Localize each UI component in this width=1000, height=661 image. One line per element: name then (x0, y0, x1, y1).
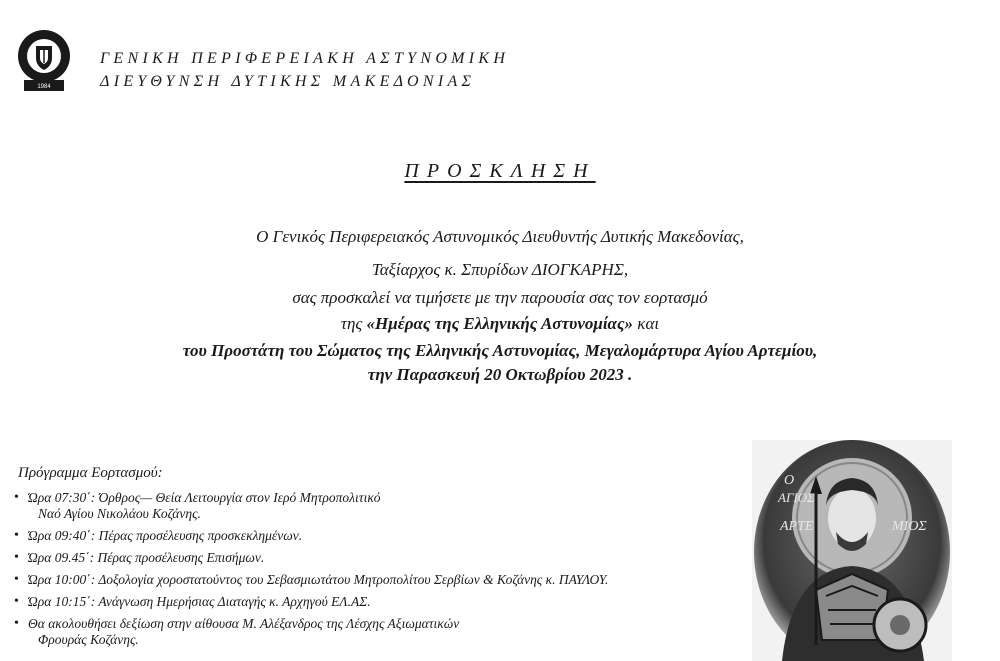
icon-inscription-o: Ο (784, 473, 795, 488)
program-item: • Ώρα 09:40΄: Πέρας προσέλευσης προσκεκλημένων. (14, 528, 608, 544)
program-item: • Ώρα 07:30΄: Όρθρος— Θεία Λειτουργία στον Ιερό Μητροπολιτικό Ναό Αγίου Νικολάου Κοζάνης. (14, 490, 608, 522)
program-item: • Ώρα 10:00΄: Δοξολογία χοροστατούντος του Σεβασμιωτάτου Μητροπολίτου Σερβίων & Κοζάνης κ. ΠΑΥΛΟΥ. (14, 572, 608, 588)
invitation-line-3: σας προσκαλεί να τιμήσετε με την παρουσία σας τον εορτασμό (292, 288, 708, 307)
invitation-line-4: της «Ημέρας της Ελληνικής Αστυνομίας» και (340, 314, 660, 333)
icon-inscription-agios: ΑΓΙΟΣ (778, 490, 815, 505)
svg-text:1984: 1984 (37, 84, 51, 90)
invitation-line-2: Ταξίαρχος κ. Σπυρίδων ΔΙΟΓΚΑΡΗΣ, (371, 260, 629, 279)
program-item: • Ώρα 10:15΄: Ανάγνωση Ημερήσιας Διαταγής κ. Αρχηγού ΕΛ.ΑΣ. (14, 594, 608, 610)
program-item: • Ώρα 09.45΄: Πέρας προσέλευσης Επισήμων. (14, 550, 608, 566)
saint-artemios-icon (752, 440, 952, 661)
header-line-1: ΓΕΝΙΚΗ ΠΕΡΙΦΕΡΕΙΑΚΗ ΑΣΤΥΝΟΜΙΚΗ (100, 50, 510, 67)
icon-inscription-left: ΑΡΤΕ (780, 519, 814, 534)
header-line-2: ΔΙΕΥΘΥΝΣΗ ΔΥΤΙΚΗΣ ΜΑΚΕΔΟΝΙΑΣ (100, 73, 476, 90)
invitation-line-5: του Προστάτη του Σώματος της Ελληνικής Αστυνομίας, Μεγαλομάρτυρα Αγίου Αρτεμίου, (182, 341, 818, 360)
invitation-event-name: «Ημέρας της Ελληνικής Αστυνομίας» (366, 314, 634, 333)
program-title: Πρόγραμμα Εορτασμού: (18, 465, 163, 481)
program-list (14, 490, 608, 654)
page-title: ΠΡΟΣΚΛΗΣΗ (404, 160, 596, 182)
police-emblem-logo (16, 28, 72, 94)
program-item: • Θα ακολουθήσει δεξίωση στην αίθουσα Μ. Αλέξανδρος της Λέσχης Αξιωματικών Φρουράς Κοζάνης. (14, 616, 608, 648)
icon-inscription-right: ΜΙΟΣ (892, 519, 927, 534)
invitation-line-1: Ο Γενικός Περιφερειακός Αστυνομικός Διευθυντής Δυτικής Μακεδονίας, (256, 227, 744, 246)
invitation-line-6: την Παρασκευή 20 Οκτωβρίου 2023 . (367, 365, 633, 384)
header (100, 47, 509, 93)
